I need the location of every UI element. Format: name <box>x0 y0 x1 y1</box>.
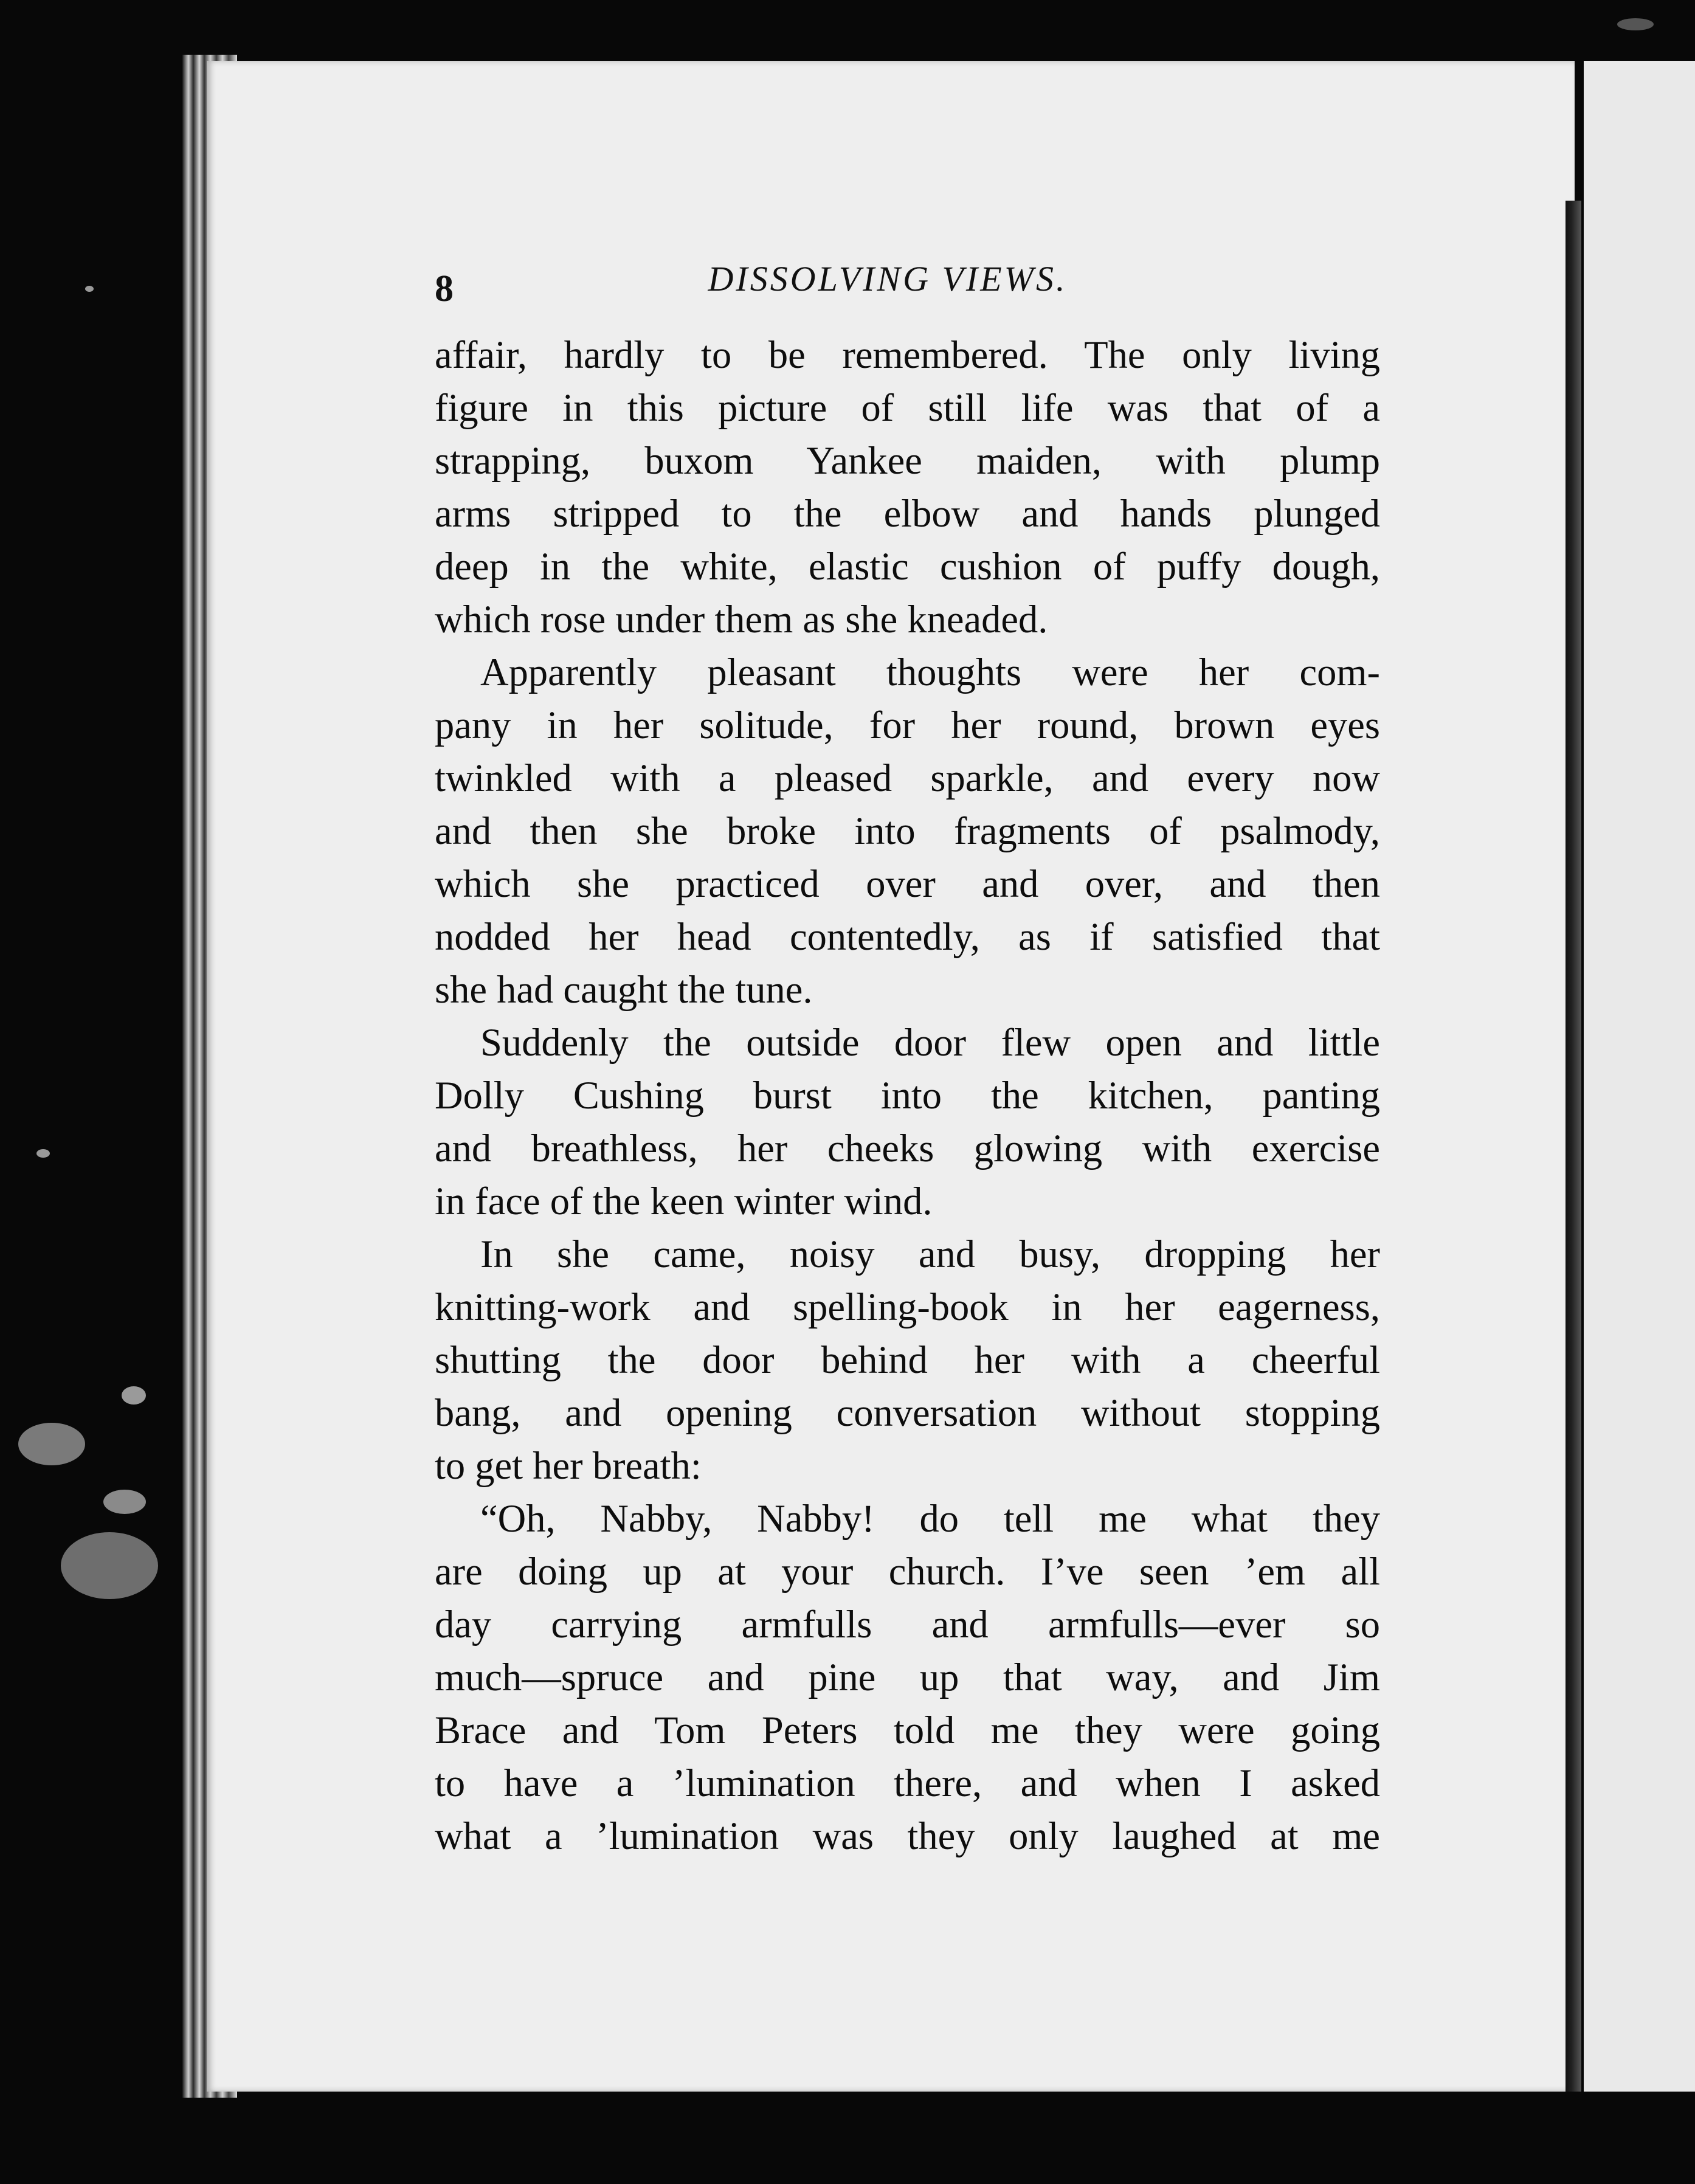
text-line: figure in this picture of still life was that of a <box>435 386 1380 429</box>
text-line: bang, and opening conversation without stopping <box>435 1391 1380 1434</box>
dust-speck <box>85 286 94 292</box>
text-line: which rose under them as she kneaded. <box>435 598 1048 641</box>
text-line: nodded her head contentedly, as if satisfied that <box>435 915 1380 958</box>
text-line: In she came, noisy and busy, dropping her <box>480 1232 1380 1276</box>
facing-page <box>1584 61 1695 2092</box>
text-line: twinkled with a pleased sparkle, and every now <box>435 756 1380 800</box>
text-line: pany in her solitude, for her round, brown eyes <box>435 703 1380 747</box>
text-line: in face of the keen winter wind. <box>435 1180 933 1223</box>
text-line: Dolly Cushing burst into the kitchen, panting <box>435 1074 1380 1117</box>
text-line: Apparently pleasant thoughts were her com- <box>480 651 1380 694</box>
text-line: affair, hardly to be remembered. The only living <box>435 333 1380 376</box>
text-line: Suddenly the outside door flew open and little <box>480 1021 1380 1064</box>
text-line: much—spruce and pine up that way, and Jim <box>435 1656 1380 1699</box>
text-line: knitting-work and spelling-book in her eagerness, <box>435 1285 1380 1329</box>
book-gutter <box>1566 201 1581 2092</box>
text-line: arms stripped to the elbow and hands plunged <box>435 492 1380 535</box>
text-line: Brace and Tom Peters told me they were going <box>435 1709 1380 1752</box>
dust-speck <box>103 1490 146 1514</box>
text-line: day carrying armfulls and armfulls—ever so <box>435 1603 1380 1646</box>
dust-speck <box>18 1423 85 1465</box>
text-line: and then she broke into fragments of psalmody, <box>435 809 1380 852</box>
dust-speck <box>122 1386 146 1405</box>
dust-speck <box>1617 18 1654 30</box>
text-line: to have a ’lumination there, and when I asked <box>435 1761 1380 1805</box>
text-line: and breathless, her cheeks glowing with exercise <box>435 1127 1380 1170</box>
running-head: DISSOLVING VIEWS. <box>708 259 1068 299</box>
text-line: are doing up at your church. I’ve seen ’em all <box>435 1550 1380 1593</box>
text-line: deep in the white, elastic cushion of puffy dough, <box>435 545 1380 588</box>
text-line: what a ’lumination was they only laughed at me <box>435 1814 1380 1857</box>
text-line: shutting the door behind her with a cheerful <box>435 1338 1380 1381</box>
dust-speck <box>61 1532 158 1599</box>
page-number: 8 <box>435 268 454 309</box>
text-line: strapping, buxom Yankee maiden, with plump <box>435 439 1380 482</box>
text-line: to get her breath: <box>435 1444 702 1487</box>
body-text <box>435 328 1380 1862</box>
text-line: which she practiced over and over, and then <box>435 862 1380 905</box>
dust-speck <box>36 1149 50 1158</box>
text-line: she had caught the tune. <box>435 968 813 1011</box>
text-line: “Oh, Nabby, Nabby! do tell me what they <box>480 1497 1380 1540</box>
